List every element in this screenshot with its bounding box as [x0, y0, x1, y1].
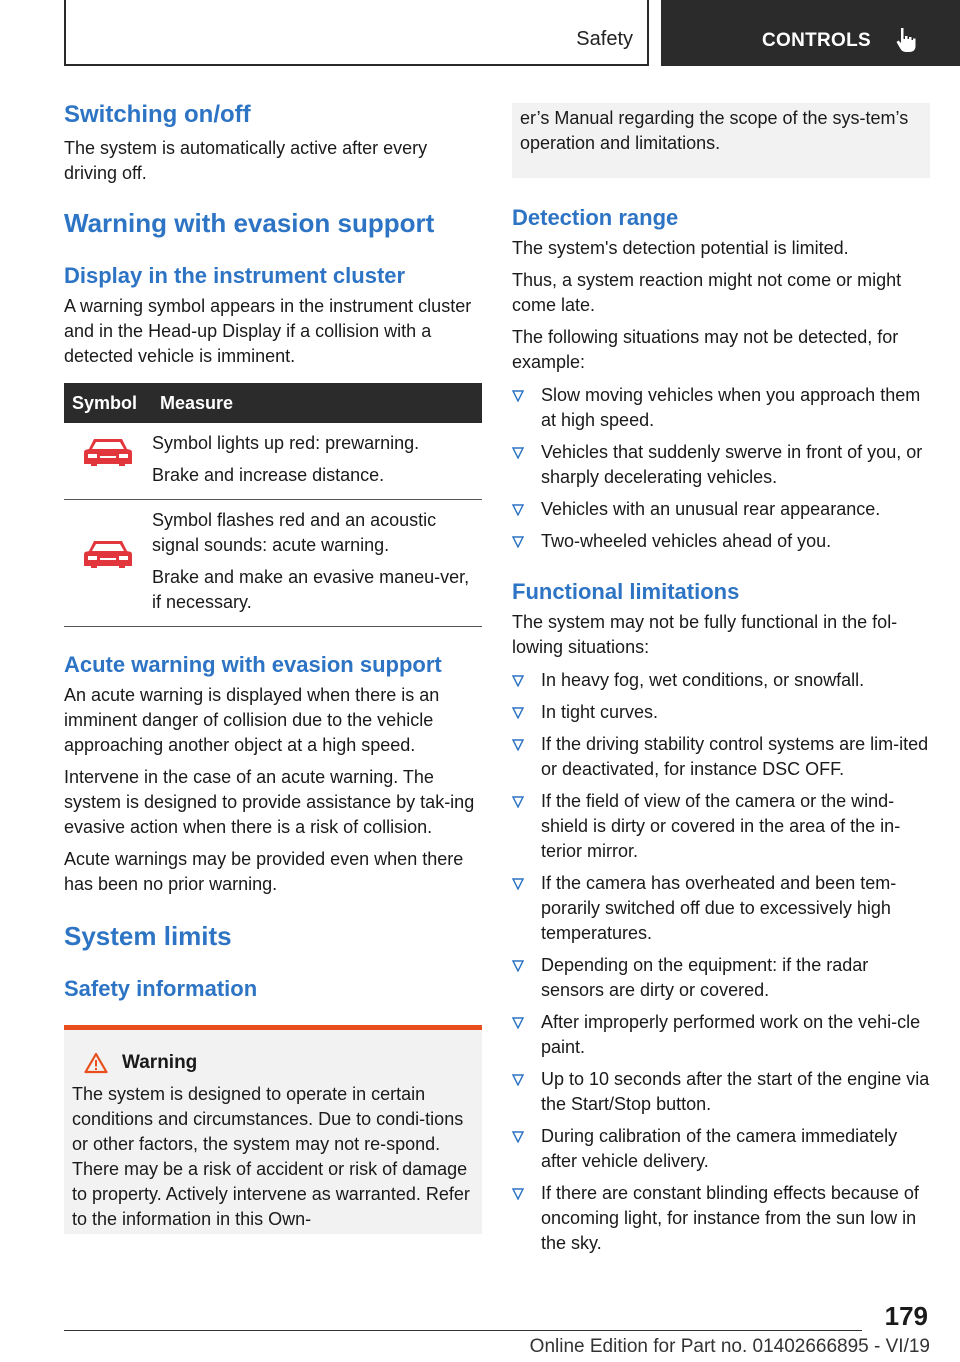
list-item	[512, 440, 930, 490]
paragraph-detection-1: The system's detection potential is limited.	[512, 238, 849, 258]
list-item	[512, 871, 930, 946]
triangle-bullet-icon	[512, 1131, 524, 1143]
measure-line: Symbol lights up red: prewarning.	[152, 433, 420, 453]
table-header-symbol: Symbol	[64, 383, 152, 423]
triangle-bullet-icon	[512, 1074, 524, 1086]
table-row	[64, 500, 482, 627]
paragraph-acute-2: Intervene in the case of an acute warning. The system is designed to provide assistance by tak-ing evasive action when there is a risk of collision.	[64, 767, 475, 837]
symbol-measure-table	[64, 383, 482, 627]
list-item	[512, 383, 930, 433]
list-item-text: If the camera has overheated and been tem-porarily switched off due to excessively high temperatures.	[541, 873, 897, 943]
list-item	[512, 1181, 930, 1256]
paragraph-display: A warning symbol appears in the instrument cluster and in the Head-up Display if a collision with a detected vehicle is imminent.	[64, 296, 472, 366]
triangle-bullet-icon	[512, 675, 524, 687]
red-car-icon	[82, 537, 134, 571]
heading-safety-information: Safety information	[64, 976, 258, 1001]
triangle-bullet-icon	[512, 739, 524, 751]
heading-warning-evasion: Warning with evasion support	[64, 208, 435, 238]
list-item	[512, 1124, 930, 1174]
table-cell-measure	[152, 423, 482, 500]
list-item	[512, 700, 930, 725]
warning-text-continued: er’s Manual regarding the scope of the sys-tem’s operation and limitations.	[520, 108, 909, 153]
footer-divider	[64, 1330, 862, 1331]
heading-system-limits: System limits	[64, 921, 232, 951]
hand-pointer-icon	[895, 26, 921, 54]
triangle-bullet-icon	[512, 796, 524, 808]
list-item-text: In tight curves.	[541, 702, 659, 722]
measure-line: Brake and increase distance.	[152, 465, 385, 485]
list-item-text: Depending on the equipment: if the radar sensors are dirty or covered.	[541, 955, 869, 1000]
warning-triangle-icon	[84, 1052, 108, 1074]
list-item-text: Slow moving vehicles when you approach them at high speed.	[541, 385, 921, 430]
list-item-text: Up to 10 seconds after the start of the engine via the Start/Stop button.	[541, 1069, 930, 1114]
paragraph-switching: The system is automatically active after every driving off.	[64, 138, 428, 183]
list-item	[512, 732, 930, 782]
warning-box-continued	[512, 103, 930, 178]
list-item-text: During calibration of the camera immediately after vehicle delivery.	[541, 1126, 898, 1171]
paragraph-functional: The system may not be fully functional in the fol-lowing situations:	[512, 612, 898, 657]
list-item-text: If the driving stability control systems are lim-ited or deactivated, for instance DSC OFF.	[541, 734, 929, 779]
list-item	[512, 668, 930, 693]
table-header-row	[64, 383, 482, 423]
heading-functional-limitations: Functional limitations	[512, 579, 740, 604]
right-column	[512, 103, 930, 1263]
header-section-box	[64, 0, 649, 66]
measure-line: Brake and make an evasive maneu-ver, if necessary.	[152, 567, 470, 612]
warning-text: The system is designed to operate in certain conditions and circumstances. Due to condi-tions or other factors, the system may not re-spond. There may be a risk of accident or risk of damage to property. Actively intervene as warranted. Refer to the information in this Own-	[72, 1084, 470, 1229]
paragraph-acute-1: An acute warning is displayed when there is an imminent danger of collision due to the vehicle approaching another object at a high speed.	[64, 685, 440, 755]
triangle-bullet-icon	[512, 536, 524, 548]
header-chapter-title: CONTROLS	[762, 30, 872, 51]
functional-list	[512, 668, 930, 1256]
list-item	[512, 1067, 930, 1117]
triangle-bullet-icon	[512, 707, 524, 719]
warning-box	[64, 1025, 482, 1234]
paragraph-detection-3: The following situations may not be detected, for example:	[512, 327, 899, 372]
left-column	[64, 100, 482, 1234]
table-row	[64, 423, 482, 500]
warning-title	[72, 1052, 474, 1074]
header-chapter-box	[661, 0, 960, 66]
footer-edition: Online Edition for Part no. 01402666895 - VI/19	[529, 1336, 930, 1357]
list-item-text: After improperly performed work on the vehi-cle paint.	[541, 1012, 921, 1057]
list-item-text: Vehicles with an unusual rear appearance.	[541, 499, 881, 519]
page-number: 179	[884, 1301, 928, 1331]
paragraph-detection-2: Thus, a system reaction might not come or might come late.	[512, 270, 902, 315]
list-item	[512, 529, 930, 554]
heading-acute-warning: Acute warning with evasion support	[64, 652, 442, 677]
list-item-text: If there are constant blinding effects because of oncoming light, for instance from the sun low in the sky.	[541, 1183, 919, 1253]
measure-line: Symbol flashes red and an acoustic signal sounds: acute warning.	[152, 510, 437, 555]
list-item-text: Vehicles that suddenly swerve in front of you, or sharply decelerating vehicles.	[541, 442, 923, 487]
list-item	[512, 953, 930, 1003]
list-item-text: If the field of view of the camera or the wind-shield is dirty or covered in the area of the in-terior mirror.	[541, 791, 901, 861]
paragraph-acute-3: Acute warnings may be provided even when there has been no prior warning.	[64, 849, 464, 894]
triangle-bullet-icon	[512, 390, 524, 402]
triangle-bullet-icon	[512, 960, 524, 972]
triangle-bullet-icon	[512, 1017, 524, 1029]
triangle-bullet-icon	[512, 878, 524, 890]
table-cell-symbol	[64, 423, 152, 500]
list-item	[512, 497, 930, 522]
header-section-title: Safety	[576, 28, 633, 50]
list-item-text: In heavy fog, wet conditions, or snowfall.	[541, 670, 865, 690]
list-item	[512, 1010, 930, 1060]
heading-switching-on-off: Switching on/off	[64, 101, 251, 128]
triangle-bullet-icon	[512, 447, 524, 459]
list-item-text: Two-wheeled vehicles ahead of you.	[541, 531, 832, 551]
triangle-bullet-icon	[512, 504, 524, 516]
red-car-icon	[82, 435, 134, 469]
triangle-bullet-icon	[512, 1188, 524, 1200]
table-cell-symbol	[64, 500, 152, 627]
warning-title-text: Warning	[122, 1052, 198, 1073]
heading-detection-range: Detection range	[512, 205, 679, 230]
table-cell-measure	[152, 500, 482, 627]
heading-display-cluster: Display in the instrument cluster	[64, 263, 406, 288]
list-item	[512, 789, 930, 864]
table-header-measure: Measure	[152, 383, 482, 423]
detection-list	[512, 383, 930, 554]
